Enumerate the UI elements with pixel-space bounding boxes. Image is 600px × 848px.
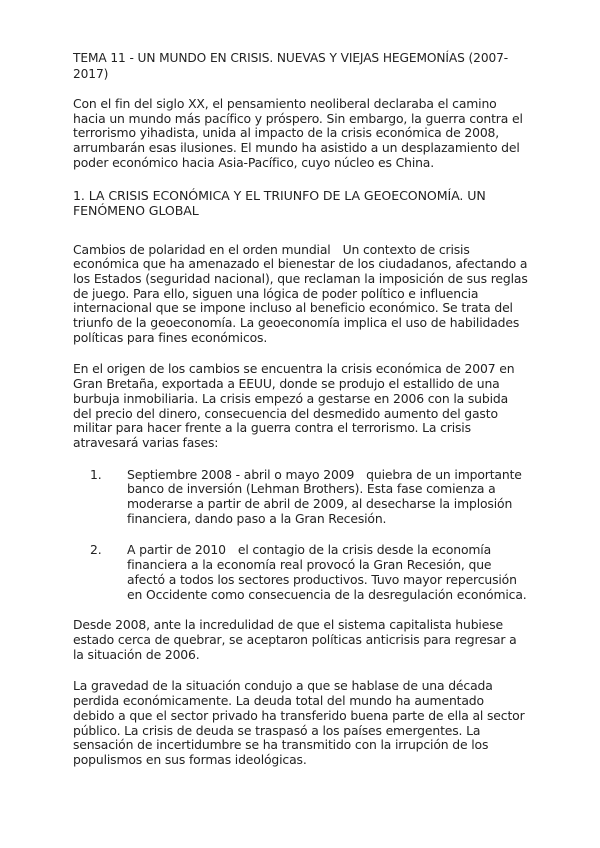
paragraph-origin: En el origen de los cambios se encuentra la crisis económica de 2007 en Gran Bretaña, exportada a EEUU, donde se produjo el estallido de una burbuja inmobiliaria. La crisis empezó a gestarse en 2006 con la subida del precio del dinero, consecuencia del desmedido aumento del gasto militar para hacer frente a la guerra contra el terrorismo. La crisis atravesará varias fases: <box>73 361 515 450</box>
list-item-lead: Septiembre 2008 - abril o mayo 2009 <box>127 466 355 482</box>
paragraph-anticrisis: Desde 2008, ante la incredulidad de que el sistema capitalista hubiese estado cerca de quebrar, se aceptaron políticas anticrisis para regresar a la situación de 2006. <box>73 617 517 662</box>
list-item-lead: A partir de 2010 <box>127 542 226 558</box>
document-title: TEMA 11 - UN MUNDO EN CRISIS. NUEVAS Y VIEJAS HEGEMONÍAS (2007-2017) <box>73 51 509 81</box>
paragraph-body: Un contexto de crisis económica que ha amenazado el bienestar de los ciudadanos, afectando a los Estados (seguridad nacional), que reclaman la imposición de sus reglas de juego. Para ello, siguen una lógica de poder político e influencia internacional que se impone incluso al beneficio económico. Se trata del triunfo de la geoeconomía. La geoeconomía implica el uso de habilidades políticas para fines económicos. <box>73 241 528 345</box>
list-item <box>90 468 528 527</box>
list-item <box>90 543 528 602</box>
phases-list <box>73 468 528 603</box>
paragraph-gravity: La gravedad de la situación condujo a que se hablase de una década perdida económicamente. La deuda total del mundo ha aumentado debido a que el sector privado ha transferido buena parte de ella al sector público. La crisis de deuda se traspasó a los países emergentes. La sensación de incertidumbre se ha transmitido con la irrupción de los populismos en sus formas ideológicas. <box>73 678 525 767</box>
document-page <box>73 50 528 768</box>
intro-paragraph: Con el fin del siglo XX, el pensamiento neoliberal declaraba el camino hacia un mundo más pacífico y próspero. Sin embargo, la guerra contra el terrorismo yihadista, unida al impacto de la crisis económica de 2008, arrumbarán esas ilusiones. El mundo ha asistido a un desplazamiento del poder económico hacia Asia-Pacífico, cuyo núcleo es China. <box>73 96 523 170</box>
list-number: 2. <box>90 542 102 558</box>
list-item-body: el contagio de la crisis desde la economía financiera a la economía real provocó la Gran Recesión, que afectó a todos los sectores productivos. Tuvo mayor repercusión en Occidente como consecuencia de la desregulación económica. <box>127 542 527 602</box>
paragraph-lead: Cambios de polaridad en el orden mundial <box>73 241 331 257</box>
list-item-body: quiebra de un importante banco de inversión (Lehman Brothers). Esta fase comienza a moderarse a partir de abril de 2009, al desecharse la implosión financiera, dando paso a la Gran Recesión. <box>127 466 522 526</box>
paragraph-polarity <box>73 243 528 346</box>
section-heading: 1. LA CRISIS ECONÓMICA Y EL TRIUNFO DE LA GEOECONOMÍA. UN FENÓMENO GLOBAL <box>73 187 486 219</box>
list-number: 1. <box>90 466 102 482</box>
